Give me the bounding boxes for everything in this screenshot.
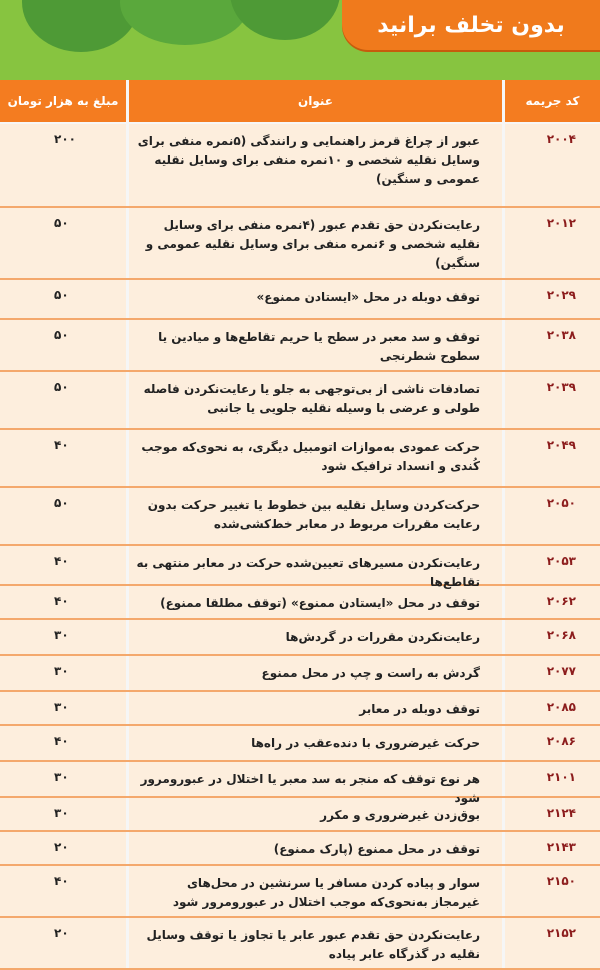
table-row: [0, 832, 600, 866]
table-row: [0, 488, 600, 546]
table-row: [0, 586, 600, 620]
cell-amount: ۲۰۰: [54, 132, 76, 146]
cell-amount: ۴۰: [54, 438, 69, 452]
table-row: [0, 430, 600, 488]
table-header-row: [0, 80, 600, 124]
cell-amount: ۴۰: [54, 734, 69, 748]
cell-title: حرکت عمودی به‌موازات اتومبیل دیگری، به نحوی‌که موجب کُندی و انسداد ترافیک شود: [126, 430, 502, 486]
cell-title: توقف دوبله در معابر: [126, 692, 502, 724]
cell-amount: ۵۰: [54, 288, 69, 302]
cell-amount: ۳۰: [54, 806, 69, 820]
table-row: [0, 320, 600, 372]
cell-code: ۲۰۰۴: [502, 124, 600, 206]
cell-amount: ۵۰: [54, 496, 69, 510]
table-row: [0, 656, 600, 692]
header-amount: مبلغ به هزار تومان: [7, 94, 119, 108]
header-code: کد جریمه: [502, 80, 600, 122]
cell-code: ۲۱۰۱: [502, 762, 600, 796]
tree-illustration: [120, 0, 250, 45]
cell-title: رعایت‌نکردن مقررات در گردش‌ها: [126, 620, 502, 654]
table-body: [0, 124, 600, 970]
cell-amount: ۳۰: [54, 770, 69, 784]
cell-code: ۲۰۷۷: [502, 656, 600, 690]
table-row: [0, 692, 600, 726]
cell-title: توقف دوبله در محل «ایستادن ممنوع»: [126, 280, 502, 318]
cell-title: عبور از چراغ قرمز راهنمایی و رانندگی (۵نمره منفی برای وسایل نقلیه شخصی و ۱۰نمره منفی برای وسایل نقلیه عمومی و سنگین): [126, 124, 502, 206]
cell-code: ۲۱۴۳: [502, 832, 600, 864]
cell-amount: ۲۰: [54, 926, 69, 940]
cell-amount: ۵۰: [54, 328, 69, 342]
cell-code: ۲۰۵۳: [502, 546, 600, 584]
page-title: بدون تخلف برانید: [377, 12, 565, 38]
table-row: [0, 620, 600, 656]
title-banner: [342, 0, 600, 50]
cell-title: بوق‌زدن غیرضروری و مکرر: [126, 798, 502, 830]
header-title: عنوان: [126, 80, 502, 122]
table-row: [0, 546, 600, 589]
header-background: [0, 0, 600, 80]
cell-amount: ۴۰: [54, 594, 69, 608]
cell-code: ۲۰۲۹: [502, 280, 600, 318]
cell-title: توقف و سد معبر در سطح یا حریم تقاطع‌ها و میادین یا سطوح شطرنجی: [126, 320, 502, 370]
cell-code: ۲۰۵۰: [502, 488, 600, 544]
cell-title: سوار و پیاده کردن مسافر یا سرنشین در محل‌های غیرمجاز به‌نحوی‌که موجب اختلال در عبورومرور شود: [126, 866, 502, 916]
table-row: [0, 208, 600, 280]
table-row: [0, 918, 600, 970]
cell-title: حرکت‌کردن وسایل نقلیه بین خطوط یا تغییر حرکت بدون رعایت مقررات مربوط در معابر خط‌کشی‌شده: [126, 488, 502, 544]
cell-title: توقف در محل «ایستادن ممنوع» (توقف مطلقا ممنوع): [126, 586, 502, 618]
table-row: [0, 798, 600, 832]
table-row: [0, 124, 600, 208]
cell-amount: ۴۰: [54, 874, 69, 888]
cell-code: ۲۰۱۲: [502, 208, 600, 278]
cell-code: ۲۰۳۸: [502, 320, 600, 370]
cell-code: ۲۱۵۰: [502, 866, 600, 916]
table-row: [0, 372, 600, 430]
cell-amount: ۳۰: [54, 700, 69, 714]
cell-title: توقف در محل ممنوع (پارک ممنوع): [126, 832, 502, 864]
cell-title: هر نوع توقف که منجر به سد معبر یا اختلال در عبورومرور شود: [126, 762, 502, 796]
cell-code: ۲۰۴۹: [502, 430, 600, 486]
cell-amount: ۳۰: [54, 664, 69, 678]
cell-code: ۲۰۶۸: [502, 620, 600, 654]
cell-amount: ۴۰: [54, 554, 69, 568]
cell-code: ۲۰۸۵: [502, 692, 600, 724]
cell-code: ۲۱۵۲: [502, 918, 600, 968]
cell-title: گردش به راست و چپ در محل ممنوع: [126, 656, 502, 690]
cell-amount: ۵۰: [54, 380, 69, 394]
fines-table: [0, 80, 600, 970]
cell-title: رعایت‌نکردن حق تقدم عبور (۴نمره منفی برای وسایل نقلیه شخصی و ۶نمره منفی برای وسایل نقلیه عمومی و سنگین): [126, 208, 502, 278]
tree-illustration: [230, 0, 340, 40]
cell-title: تصادفات ناشی از بی‌توجهی به جلو یا رعایت‌نکردن فاصله طولی و عرضی با وسیله نقلیه جلویی یا جانبی: [126, 372, 502, 428]
table-row: [0, 280, 600, 320]
table-row: [0, 762, 600, 805]
cell-amount: ۵۰: [54, 216, 69, 230]
table-row: [0, 866, 600, 918]
cell-title: رعایت‌نکردن مسیرهای تعیین‌شده حرکت در معابر منتهی به تقاطع‌ها: [126, 546, 502, 584]
cell-amount: ۲۰: [54, 840, 69, 854]
cell-code: ۲۰۸۶: [502, 726, 600, 760]
cell-code: ۲۰۳۹: [502, 372, 600, 428]
cell-title: رعایت‌نکردن حق تقدم عبور عابر یا تجاوز یا توقف وسایل نقلیه در گذرگاه عابر پیاده: [126, 918, 502, 968]
cell-title: حرکت غیرضروری با دنده‌عقب در راه‌ها: [126, 726, 502, 760]
cell-amount: ۳۰: [54, 628, 69, 642]
cell-code: ۲۱۲۴: [502, 798, 600, 830]
table-row: [0, 726, 600, 762]
cell-code: ۲۰۶۲: [502, 586, 600, 618]
